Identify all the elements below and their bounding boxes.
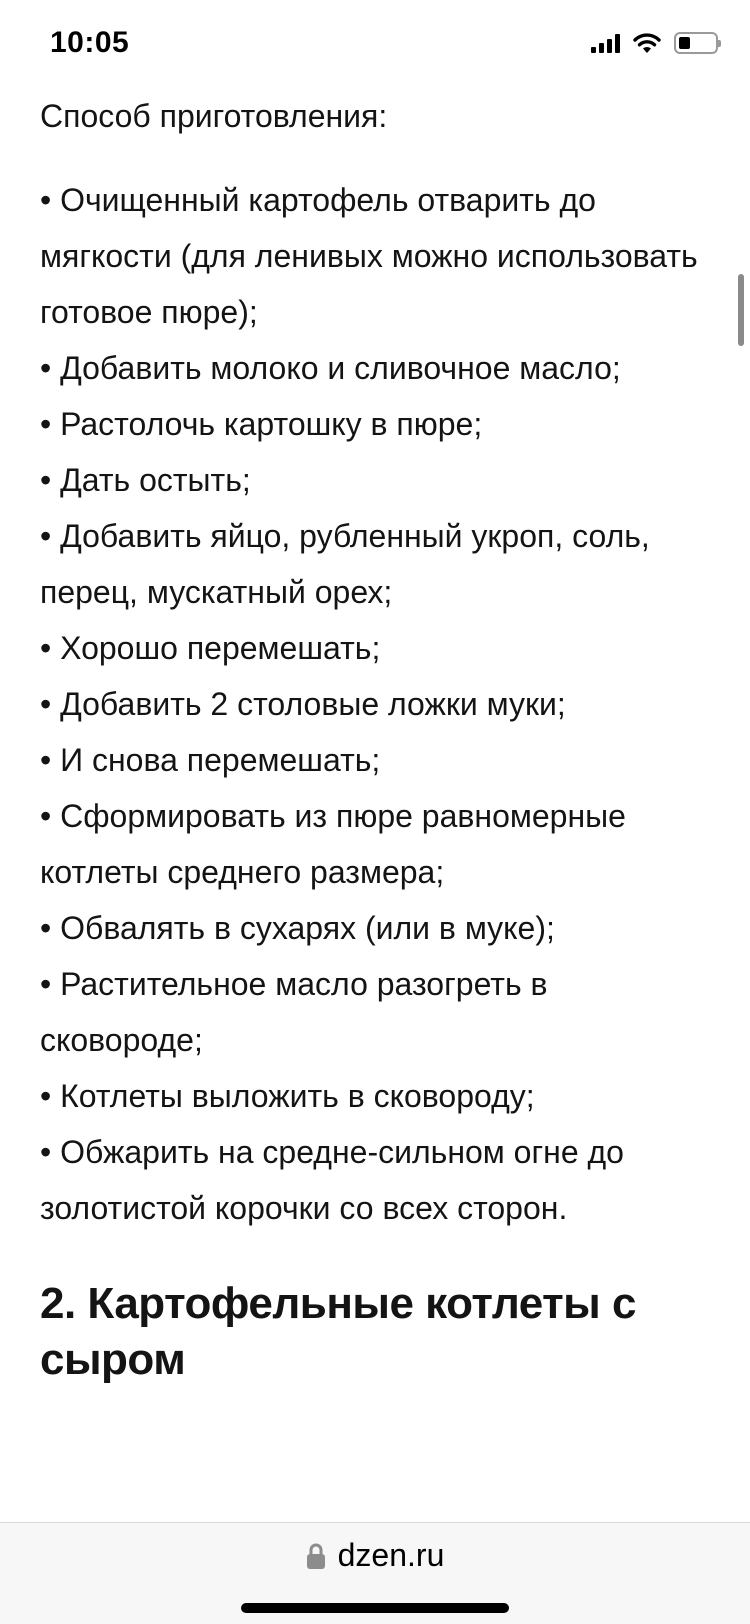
steps-list: [40, 172, 700, 1236]
step-item: • Очищенный картофель отварить до мягкости (для ленивых можно использовать готовое пюре);: [40, 182, 698, 330]
method-title: Способ приготовления:: [40, 98, 388, 134]
home-indicator[interactable]: [241, 1603, 509, 1613]
section-heading: 2. Картофельные котлеты с сыром: [40, 1279, 636, 1384]
battery-icon: [674, 32, 718, 54]
signal-icon: [591, 33, 620, 53]
step-item: • Дать остыть;: [40, 462, 251, 498]
step-item: • Растолочь картошку в пюре;: [40, 406, 483, 442]
status-icons: [591, 32, 718, 54]
article-content: [40, 88, 700, 1388]
url-text[interactable]: dzen.ru: [337, 1537, 445, 1573]
step-item: • Добавить 2 столовые ложки муки;: [40, 686, 566, 722]
step-item: • Обжарить на средне-сильном огне до золотистой корочки со всех сторон.: [40, 1134, 624, 1226]
step-item: • Добавить молоко и сливочное масло;: [40, 350, 621, 386]
step-item: • Растительное масло разогреть в сковороде;: [40, 966, 548, 1058]
step-item: • Обвалять в сухарях (или в муке);: [40, 910, 555, 946]
step-item: • Добавить яйцо, рубленный укроп, соль, перец, мускатный орех;: [40, 518, 650, 610]
lock-icon: [306, 1542, 326, 1570]
status-time: 10:05: [50, 26, 130, 59]
scrollbar[interactable]: [738, 274, 744, 346]
step-item: • Сформировать из пюре равномерные котлеты среднего размера;: [40, 798, 626, 890]
wifi-icon: [632, 32, 662, 54]
step-item: • И снова перемешать;: [40, 742, 381, 778]
address-bar[interactable]: [0, 1522, 750, 1624]
status-bar: [0, 0, 750, 90]
battery-level: [679, 37, 690, 49]
step-item: • Хорошо перемешать;: [40, 630, 381, 666]
step-item: • Котлеты выложить в сковороду;: [40, 1078, 535, 1114]
url-display[interactable]: [0, 1537, 750, 1574]
